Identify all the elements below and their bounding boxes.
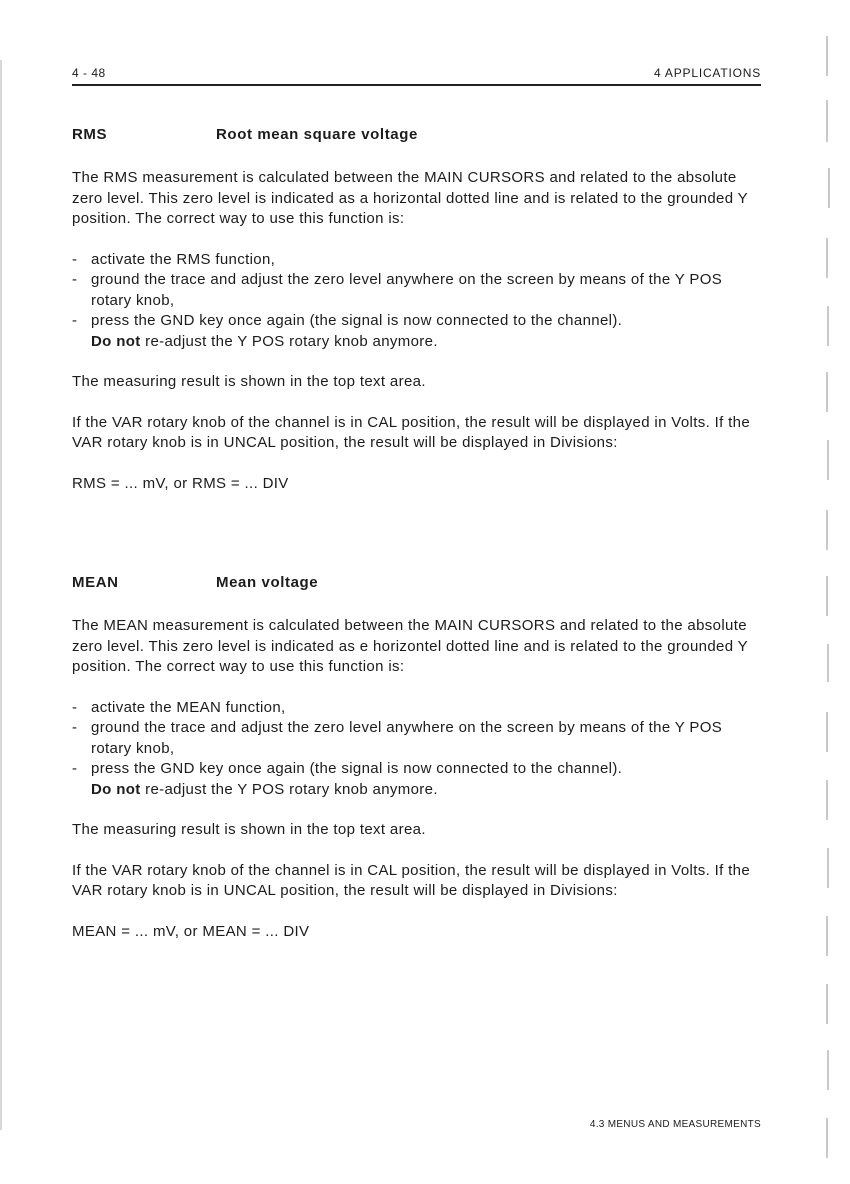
steps-list: [72, 250, 762, 353]
note-text: re-adjust the Y POS rotary knob anymore.: [140, 332, 438, 350]
rms-section: [72, 126, 762, 494]
scan-mark: [827, 440, 829, 480]
intro-paragraph: The MEAN measurement is calculated between the MAIN CURSORS and related to the absolute zero level. This zero level is indicated as e horizontel dotted line and is related to the grounded Y position. The correct way to use this function is:: [72, 617, 748, 675]
step-text: press the GND key once again (the signal is now connected to the channel).: [91, 312, 623, 329]
list-item: [72, 718, 762, 759]
scan-mark: [826, 510, 828, 550]
formula: RMS = ... mV, or RMS = ... DIV: [72, 474, 289, 492]
section-code: RMS: [72, 126, 108, 143]
note-emphasis: Do not: [91, 780, 141, 798]
section-heading: [72, 574, 762, 596]
scan-left-edge: [0, 60, 2, 1130]
list-marker: -: [72, 312, 78, 329]
page-number: 4 - 48: [72, 66, 106, 80]
list-marker: -: [72, 719, 78, 736]
formula: MEAN = ... mV, or MEAN = ... DIV: [72, 922, 310, 940]
scan-mark: [826, 372, 828, 412]
scan-mark: [827, 644, 829, 682]
note-text: re-adjust the Y POS rotary knob anymore.: [140, 780, 438, 798]
list-marker: -: [72, 250, 78, 268]
page-footer: 4.3 MENUS AND MEASUREMENTS: [589, 1119, 761, 1130]
list-marker: -: [72, 271, 78, 288]
mean-section: [72, 574, 762, 942]
scan-mark: [827, 848, 829, 888]
scan-mark: [827, 306, 829, 346]
section-code: MEAN: [72, 574, 119, 591]
note-emphasis: Do not: [91, 332, 141, 350]
scan-mark: [826, 576, 828, 616]
scan-mark: [826, 1118, 828, 1158]
section-title: Root mean square voltage: [216, 126, 418, 143]
scan-mark: [826, 916, 828, 956]
section-title: Mean voltage: [216, 574, 319, 591]
scan-mark: [826, 984, 828, 1024]
scan-mark: [828, 168, 830, 208]
scan-mark: [827, 1050, 829, 1090]
scan-mark: [826, 36, 828, 76]
var-paragraph: If the VAR rotary knob of the channel is in CAL position, the result will be displayed in Volts. If the VAR rotary knob is in UNCAL position, the result will be displayed in Divisions:: [72, 861, 751, 899]
step-text: ground the trace and adjust the zero level anywhere on the screen by means of the Y POS rotary knob,: [91, 719, 723, 757]
list-item: [72, 270, 762, 311]
var-paragraph: If the VAR rotary knob of the channel is in CAL position, the result will be displayed in Volts. If the VAR rotary knob is in UNCAL position, the result will be displayed in Divisions:: [72, 413, 751, 451]
scan-mark: [826, 712, 828, 752]
list-marker: -: [72, 760, 78, 777]
list-item: [72, 698, 762, 719]
steps-list: [72, 698, 762, 801]
list-item: [72, 311, 762, 352]
list-item: [72, 759, 762, 800]
page-header: [72, 64, 761, 86]
list-marker: -: [72, 698, 78, 716]
result-paragraph: The measuring result is shown in the top text area.: [72, 821, 426, 838]
result-paragraph: The measuring result is shown in the top text area.: [72, 373, 426, 390]
step-text: ground the trace and adjust the zero level anywhere on the screen by means of the Y POS rotary knob,: [91, 271, 723, 309]
scan-mark: [826, 238, 828, 278]
step-text: press the GND key once again (the signal is now connected to the channel).: [91, 760, 623, 777]
scan-mark: [826, 100, 828, 142]
step-text: activate the RMS function,: [91, 250, 276, 268]
scan-mark: [826, 780, 828, 820]
section-heading: [72, 126, 762, 148]
intro-paragraph: The RMS measurement is calculated between the MAIN CURSORS and related to the absolute zero level. This zero level is indicated as a horizontal dotted line and is related to the grounded Y position. The correct way to use this function is:: [72, 169, 748, 227]
chapter-title: 4 APPLICATIONS: [653, 66, 761, 80]
list-item: [72, 250, 762, 271]
step-text: activate the MEAN function,: [91, 698, 286, 716]
